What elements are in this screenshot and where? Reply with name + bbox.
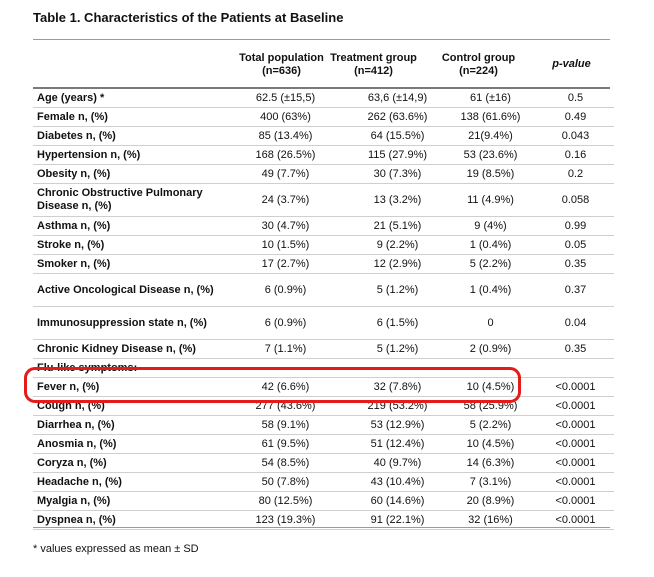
cell-p: <0.0001 [537, 435, 614, 454]
row-label: Fever n, (%) [33, 378, 220, 397]
cell-total: 17 (2.7%) [220, 255, 351, 274]
row-label: Diarrhea n, (%) [33, 416, 220, 435]
row-label: Anosmia n, (%) [33, 435, 220, 454]
cell-treatment: 21 (5.1%) [351, 217, 444, 236]
cell-total: 7 (1.1%) [220, 340, 351, 359]
cell-p: 0.5 [537, 89, 614, 108]
table-bottom-rule [33, 527, 610, 528]
cell-control: 0 [444, 307, 537, 340]
cell-total: 85 (13.4%) [220, 127, 351, 146]
row-label: Chronic Kidney Disease n, (%) [33, 340, 220, 359]
header-label: Total population [239, 52, 324, 64]
header-sub: (n=224) [459, 65, 498, 77]
cell-treatment: 43 (10.4%) [351, 473, 444, 492]
row-label: Cough n, (%) [33, 397, 220, 416]
cell-control: 21(9.4%) [444, 127, 537, 146]
cell-p: 0.49 [537, 108, 614, 127]
cell-control: 1 (0.4%) [444, 274, 537, 307]
cell-p: <0.0001 [537, 511, 614, 530]
row-label: Female n, (%) [33, 108, 220, 127]
row-label: Coryza n, (%) [33, 454, 220, 473]
cell-treatment: 60 (14.6%) [351, 492, 444, 511]
cell-total: 123 (19.3%) [220, 511, 351, 530]
cell-p: <0.0001 [537, 416, 614, 435]
cell-control: 9 (4%) [444, 217, 537, 236]
cell-treatment: 13 (3.2%) [351, 184, 444, 217]
cell-treatment: 53 (12.9%) [351, 416, 444, 435]
cell-p: 0.05 [537, 236, 614, 255]
cell-total: 58 (9.1%) [220, 416, 351, 435]
cell-p: 0.058 [537, 184, 614, 217]
cell-total: 61 (9.5%) [220, 435, 351, 454]
cell-p: <0.0001 [537, 473, 614, 492]
header-treatment-group [322, 52, 425, 78]
cell-p: 0.99 [537, 217, 614, 236]
cell-treatment: 40 (9.7%) [351, 454, 444, 473]
cell-control: 53 (23.6%) [444, 146, 537, 165]
table-row [33, 340, 614, 359]
cell-p: 0.043 [537, 127, 614, 146]
cell-total: 50 (7.8%) [220, 473, 351, 492]
cell-treatment: 63,6 (±14,9) [351, 89, 444, 108]
cell-total: 62.5 (±15,5) [220, 89, 351, 108]
row-label: Diabetes n, (%) [33, 127, 220, 146]
table-row [33, 146, 614, 165]
cell-control: 138 (61.6%) [444, 108, 537, 127]
table-row [33, 454, 614, 473]
cell-total: 400 (63%) [220, 108, 351, 127]
table-title: Table 1. Characteristics of the Patients at Baseline [33, 10, 344, 25]
header-label: p-value [552, 58, 591, 70]
cell-total: 6 (0.9%) [220, 274, 351, 307]
cell-p: <0.0001 [537, 397, 614, 416]
cell-treatment: 5 (1.2%) [351, 340, 444, 359]
table-row [33, 274, 614, 307]
header-p-value [533, 58, 610, 71]
cell-p: 0.2 [537, 165, 614, 184]
table-row [33, 416, 614, 435]
row-label: Headache n, (%) [33, 473, 220, 492]
header-label: Treatment group [330, 52, 417, 64]
cell-treatment: 64 (15.5%) [351, 127, 444, 146]
cell-p: <0.0001 [537, 492, 614, 511]
cell-p: 0.16 [537, 146, 614, 165]
table-row [33, 165, 614, 184]
characteristics-table [33, 89, 614, 530]
cell-p: 0.37 [537, 274, 614, 307]
cell-total: 6 (0.9%) [220, 307, 351, 340]
table-body [33, 89, 614, 530]
table-row [33, 307, 614, 340]
cell-treatment: 91 (22.1%) [351, 511, 444, 530]
table-row [33, 236, 614, 255]
table-row [33, 492, 614, 511]
cell-treatment: 219 (53.2%) [351, 397, 444, 416]
table-row [33, 184, 614, 217]
cell-p: <0.0001 [537, 378, 614, 397]
row-label: Smoker n, (%) [33, 255, 220, 274]
cell-treatment: 262 (63.6%) [351, 108, 444, 127]
table-row [33, 217, 614, 236]
cell-total: 49 (7.7%) [220, 165, 351, 184]
cell-control: 5 (2.2%) [444, 255, 537, 274]
cell-total: 277 (43.6%) [220, 397, 351, 416]
cell-p: 0.35 [537, 340, 614, 359]
cell-treatment: 30 (7.3%) [351, 165, 444, 184]
row-label: Hypertension n, (%) [33, 146, 220, 165]
cell-control: 61 (±16) [444, 89, 537, 108]
header-sub: (n=636) [262, 65, 301, 77]
cell-total: 30 (4.7%) [220, 217, 351, 236]
row-label: Active Oncological Disease n, (%) [33, 274, 220, 307]
row-label: Stroke n, (%) [33, 236, 220, 255]
cell-treatment: 51 (12.4%) [351, 435, 444, 454]
cell-total: 10 (1.5%) [220, 236, 351, 255]
cell-control: 1 (0.4%) [444, 236, 537, 255]
cell-treatment: 12 (2.9%) [351, 255, 444, 274]
cell-treatment: 9 (2.2%) [351, 236, 444, 255]
header-control-group [427, 52, 530, 78]
table-row [33, 435, 614, 454]
row-label: Obesity n, (%) [33, 165, 220, 184]
cell-control: 14 (6.3%) [444, 454, 537, 473]
row-label: Age (years) * [33, 89, 220, 108]
cell-control: 11 (4.9%) [444, 184, 537, 217]
table-row [33, 255, 614, 274]
footnote: * values expressed as mean ± SD [33, 543, 199, 555]
row-label: Immunosuppression state n, (%) [33, 307, 220, 340]
cell-total: 54 (8.5%) [220, 454, 351, 473]
cell-total: 24 (3.7%) [220, 184, 351, 217]
cell-control: 10 (4.5%) [444, 435, 537, 454]
cell-p [537, 359, 614, 378]
cell-control: 20 (8.9%) [444, 492, 537, 511]
cell-control: 32 (16%) [444, 511, 537, 530]
cell-control: 5 (2.2%) [444, 416, 537, 435]
row-label: Asthma n, (%) [33, 217, 220, 236]
row-label: Chronic Obstructive Pulmonary Disease n, (%) [33, 184, 220, 217]
cell-control: 10 (4.5%) [444, 378, 537, 397]
row-label: Myalgia n, (%) [33, 492, 220, 511]
cell-total: 168 (26.5%) [220, 146, 351, 165]
table-top-rule [33, 39, 610, 40]
cell-treatment: 5 (1.2%) [351, 274, 444, 307]
row-label: Dyspnea n, (%) [33, 511, 220, 530]
cell-control: 7 (3.1%) [444, 473, 537, 492]
row-label: Flu-like symptoms: [33, 359, 220, 378]
cell-control: 2 (0.9%) [444, 340, 537, 359]
cell-treatment: 6 (1.5%) [351, 307, 444, 340]
cell-p: 0.04 [537, 307, 614, 340]
cell-p: 0.35 [537, 255, 614, 274]
header-sub: (n=412) [354, 65, 393, 77]
table-row [33, 127, 614, 146]
cell-treatment: 115 (27.9%) [351, 146, 444, 165]
cell-total: 42 (6.6%) [220, 378, 351, 397]
cell-control: 19 (8.5%) [444, 165, 537, 184]
table-row [33, 473, 614, 492]
cell-p: <0.0001 [537, 454, 614, 473]
cell-control: 58 (25.9%) [444, 397, 537, 416]
highlight-fever-cough-box [24, 367, 521, 403]
header-label: Control group [441, 52, 516, 64]
cell-total: 80 (12.5%) [220, 492, 351, 511]
table-row [33, 108, 614, 127]
cell-treatment: 32 (7.8%) [351, 378, 444, 397]
table-row [33, 89, 614, 108]
